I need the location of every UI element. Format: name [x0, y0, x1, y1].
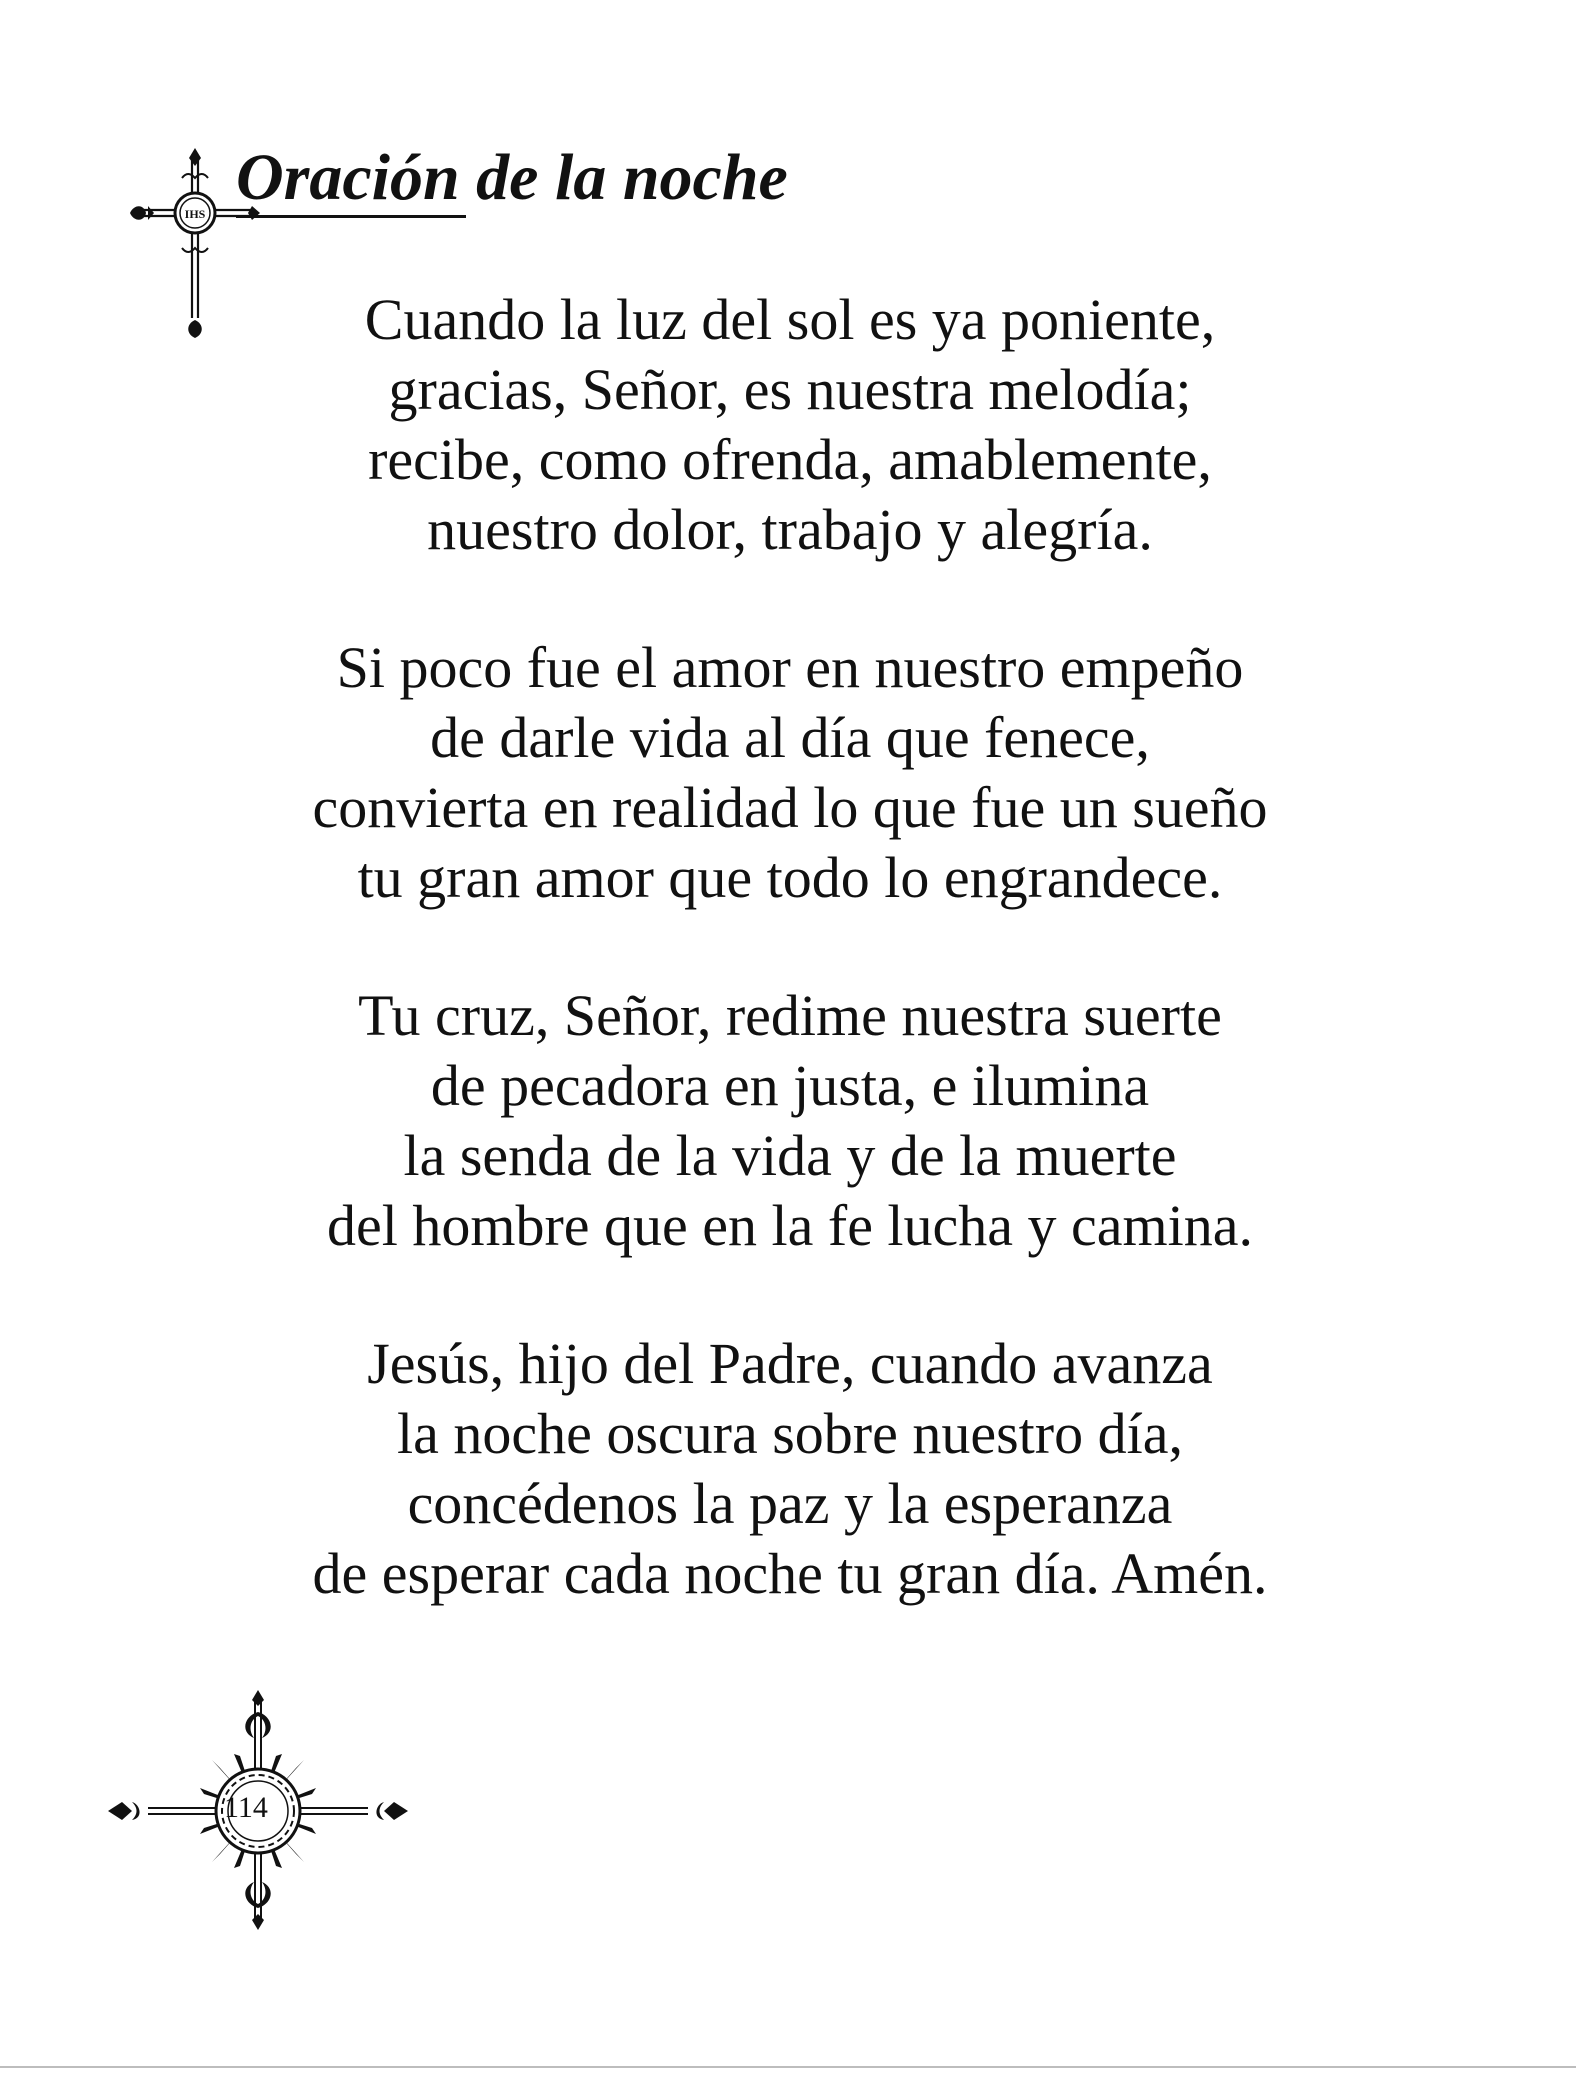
poem-line: Cuando la luz del sol es ya poniente, [364, 287, 1216, 352]
poem-line: gracias, Señor, es nuestra melodía; [388, 357, 1192, 422]
poem-line: Si poco fue el amor en nuestro empeño [336, 635, 1244, 700]
poem [200, 285, 1380, 1677]
poem-line: nuestro dolor, trabajo y alegría. [427, 497, 1153, 562]
page-number: 114 [224, 1791, 268, 1824]
poem-line: del hombre que en la fe lucha y camina. [327, 1193, 1253, 1258]
stanza-3 [200, 981, 1380, 1261]
poem-line: de darle vida al día que fenece, [430, 705, 1150, 770]
stanza-4 [200, 1329, 1380, 1609]
poem-line: la noche oscura sobre nuestro día, [397, 1401, 1183, 1466]
title-underline [236, 215, 466, 218]
bottom-rule [0, 2066, 1576, 2068]
poem-line: de esperar cada noche tu gran día. Amén. [312, 1541, 1268, 1606]
poem-line: de pecadora en justa, e ilumina [430, 1053, 1150, 1118]
page-title: Oración de la noche [236, 141, 788, 214]
poem-line: convierta en realidad lo que fue un sueño [312, 775, 1268, 840]
stanza-1 [200, 285, 1380, 565]
poem-line: Jesús, hijo del Padre, cuando avanza [367, 1331, 1213, 1396]
stanza-2 [200, 633, 1380, 913]
poem-line: concédenos la paz y la esperanza [407, 1471, 1173, 1536]
poem-line: la senda de la vida y de la muerte [403, 1123, 1177, 1188]
ihs-monogram: IHS [184, 207, 206, 221]
poem-line: Tu cruz, Señor, redime nuestra suerte [358, 983, 1222, 1048]
poem-line: tu gran amor que todo lo engrandece. [357, 845, 1223, 910]
poem-line: recibe, como ofrenda, amablemente, [368, 427, 1212, 492]
